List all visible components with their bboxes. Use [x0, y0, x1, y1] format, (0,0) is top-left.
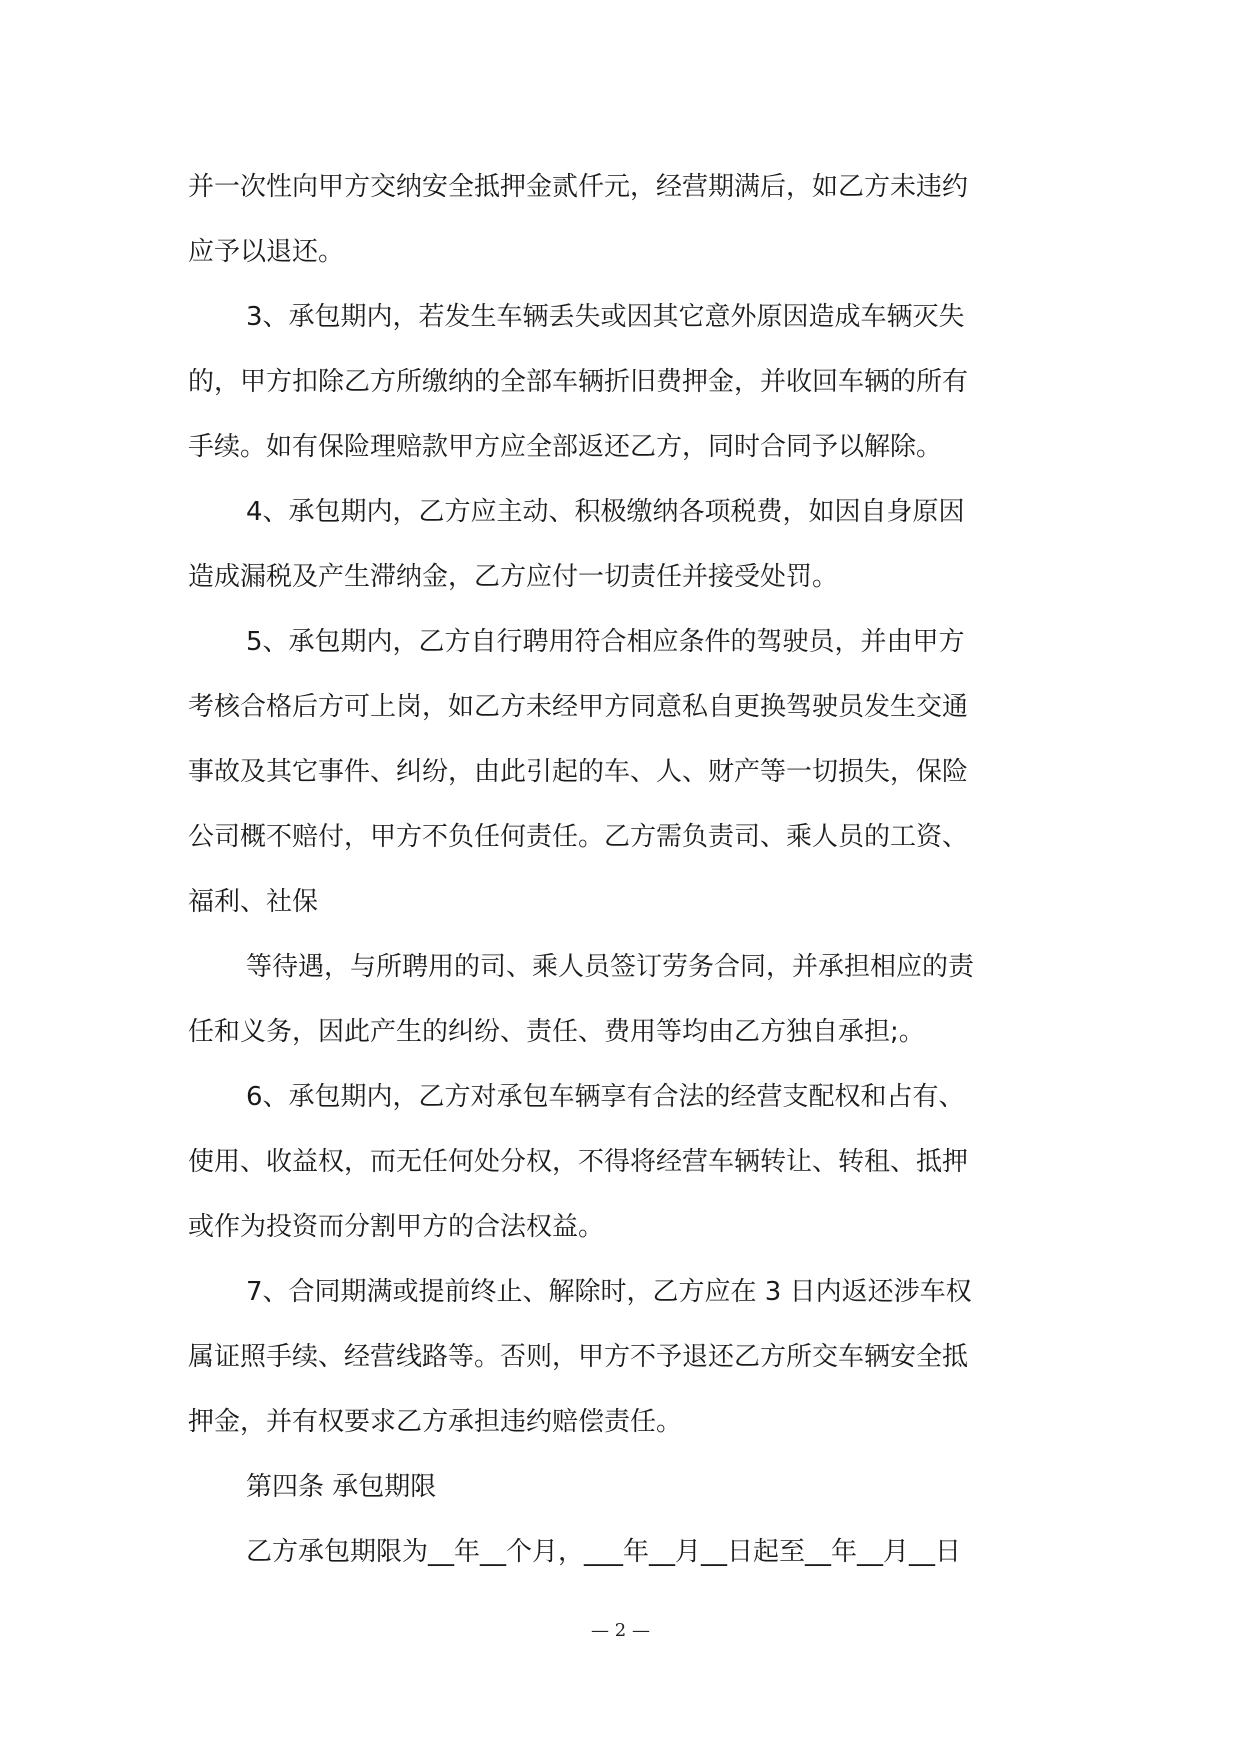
- text-line: 6、承包期内，乙方对承包车辆享有合法的经营支配权和占有、: [246, 1082, 965, 1112]
- text-line: 任和义务，因此产生的纠纷、责任、费用等均由乙方独自承担;。: [188, 1017, 925, 1047]
- text-line: 考核合格后方可上岗，如乙方未经甲方同意私自更换驾驶员发生交通: [188, 692, 969, 722]
- text-line: 并一次性向甲方交纳安全抵押金贰仟元，经营期满后，如乙方未违约: [188, 172, 969, 202]
- text-line: 或作为投资而分割甲方的合法权益。: [188, 1212, 605, 1242]
- text-line: 应予以退还。: [188, 237, 345, 267]
- page-number: — 2 —: [591, 1620, 650, 1641]
- text-line: 的，甲方扣除乙方所缴纳的全部车辆折旧费押金，并收回车辆的所有: [188, 367, 969, 397]
- text-line: 属证照手续、经营线路等。否则，甲方不予退还乙方所交车辆安全抵: [188, 1342, 969, 1372]
- text-line: 乙方承包期限为__年__个月，___年__月__日起至__年__月__日: [246, 1537, 962, 1567]
- text-line: 3、承包期内，若发生车辆丢失或因其它意外原因造成车辆灭失: [246, 302, 965, 332]
- text-line: 使用、收益权，而无任何处分权，不得将经营车辆转让、转租、抵押: [188, 1147, 969, 1177]
- text-line: 造成漏税及产生滞纳金，乙方应付一切责任并接受处罚。: [188, 562, 839, 592]
- text-line: 第四条 承包期限: [246, 1472, 437, 1502]
- text-line: 押金，并有权要求乙方承担违约赔偿责任。: [188, 1407, 683, 1437]
- text-line: 7、合同期满或提前终止、解除时，乙方应在 3 日内返还涉车权: [246, 1277, 972, 1307]
- text-line: 福利、社保: [188, 887, 319, 917]
- text-line: 5、承包期内，乙方自行聘用符合相应条件的驾驶员，并由甲方: [246, 627, 965, 657]
- document-body: [188, 155, 1058, 1585]
- text-line: 事故及其它事件、纠纷，由此引起的车、人、财产等一切损失，保险: [188, 757, 969, 787]
- text-line: 4、承包期内，乙方应主动、积极缴纳各项税费，如因自身原因: [246, 497, 965, 527]
- text-line: 公司概不赔付，甲方不负任何责任。乙方需负责司、乘人员的工资、: [188, 822, 969, 852]
- text-line: 手续。如有保险理赔款甲方应全部返还乙方，同时合同予以解除。: [188, 432, 943, 462]
- text-line: 等待遇，与所聘用的司、乘人员签订劳务合同，并承担相应的责: [246, 952, 975, 982]
